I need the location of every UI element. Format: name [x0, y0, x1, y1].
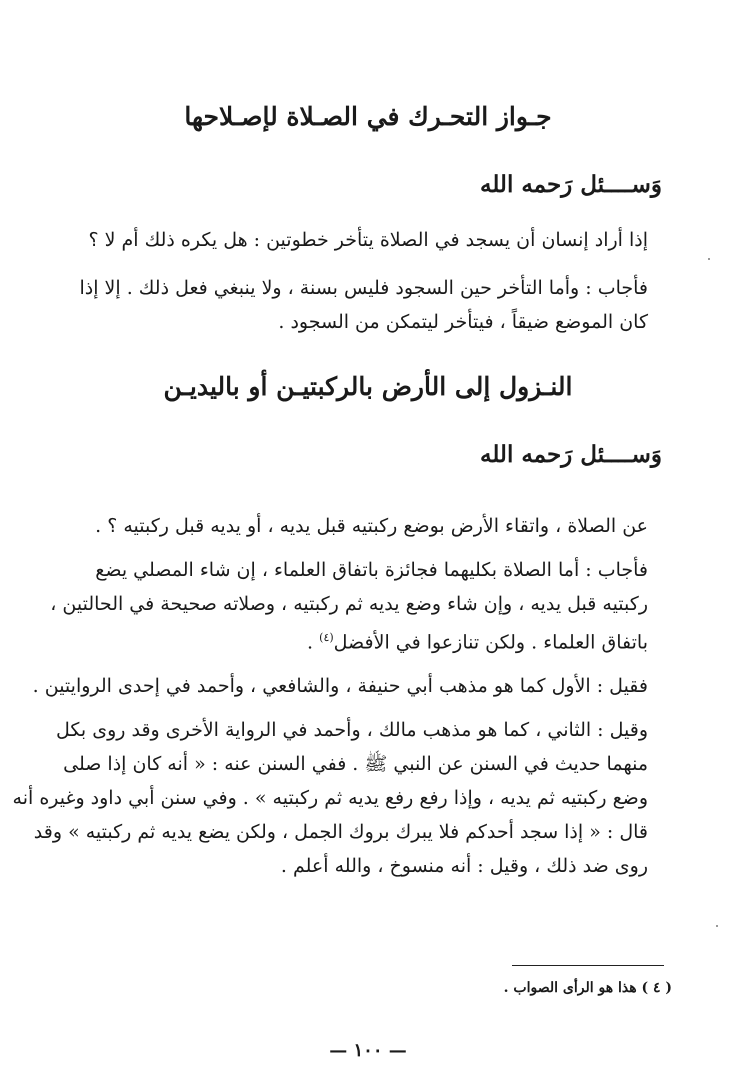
opinion-line: فقيل : الأول كما هو مذهب أبي حنيفة ، والشافعي ، وأحمد في إحدى الروايتين .	[32, 675, 648, 697]
section1-question	[88, 223, 648, 257]
section2-opinion2	[12, 713, 648, 883]
section2-opinion1	[32, 669, 648, 703]
answer-line-with-footnote	[108, 621, 648, 659]
footnote-reference: (٤)	[319, 631, 334, 644]
opinion-line: قال : « إذا سجد أحدكم فلا يبرك بروك الجمل ، ولكن يضع يديه ثم ركبتيه » وقد	[33, 821, 648, 843]
opinion-line: منهما حديث في السنن عن النبي ﷺ . ففي السنن عنه : « أنه كان إذا صلى	[63, 753, 648, 775]
section2-question	[95, 509, 648, 543]
answer-line: فأجاب : وأما التأخر حين السجود فليس بسنة ، ولا ينبغي فعل ذلك . إلا إذا	[79, 277, 648, 299]
answer-line: كان الموضع ضيقاً ، فيتأخر ليتمكن من السجود .	[278, 311, 648, 333]
answer-line-text: باتفاق العلماء . ولكن تنازعوا في الأفضل	[333, 631, 648, 654]
section1-asked-label: وَســــئل رَحمه الله	[479, 171, 662, 198]
opinion-line: روى ضد ذلك ، وقيل : أنه منسوخ ، والله أعلم .	[280, 855, 648, 877]
section2-title: النـزول إلى الأرض بالركبتيـن أو باليديـن	[163, 372, 573, 401]
opinion-line: وقيل : الثاني ، كما هو مذهب مالك ، وأحمد في الرواية الأخرى وقد روى بكل	[56, 719, 648, 741]
section1-answer	[79, 271, 648, 339]
section1-title: جـواز التحـرك في الصـلاة لإصـلاحها	[184, 102, 552, 131]
scan-speck	[716, 925, 718, 927]
opinion-line: وضع ركبتيه ثم يديه ، وإذا رفع رفع يديه ثم ركبتيه » . وفي سنن أبي داود وغيره أنه	[12, 787, 648, 809]
answer-line-end: .	[307, 631, 320, 654]
answer-line: ركبتيه قبل يديه ، وإن شاء وضع يديه ثم ركبتيه ، وصلاته صحيحة في الحالتين ،	[50, 593, 648, 615]
question-line: إذا أراد إنسان أن يسجد في الصلاة يتأخر خطوتين : هل يكره ذلك أم لا ؟	[88, 229, 648, 251]
scan-speck	[708, 258, 710, 260]
question-line: عن الصلاة ، واتقاء الأرض بوضع ركبتيه قبل يديه ، أو يديه قبل ركبتيه ؟ .	[95, 515, 648, 537]
footnote: ( ٤ ) هذا هو الرأى الصواب .	[503, 980, 672, 996]
section2-asked-label: وَســــئل رَحمه الله	[479, 441, 662, 468]
section2-answer	[50, 553, 648, 659]
page-number: — ١٠٠ —	[329, 1040, 407, 1061]
answer-line: فأجاب : أما الصلاة بكليهما فجائزة باتفاق العلماء ، إن شاء المصلي يضع	[95, 559, 648, 581]
footnote-divider	[512, 965, 664, 966]
